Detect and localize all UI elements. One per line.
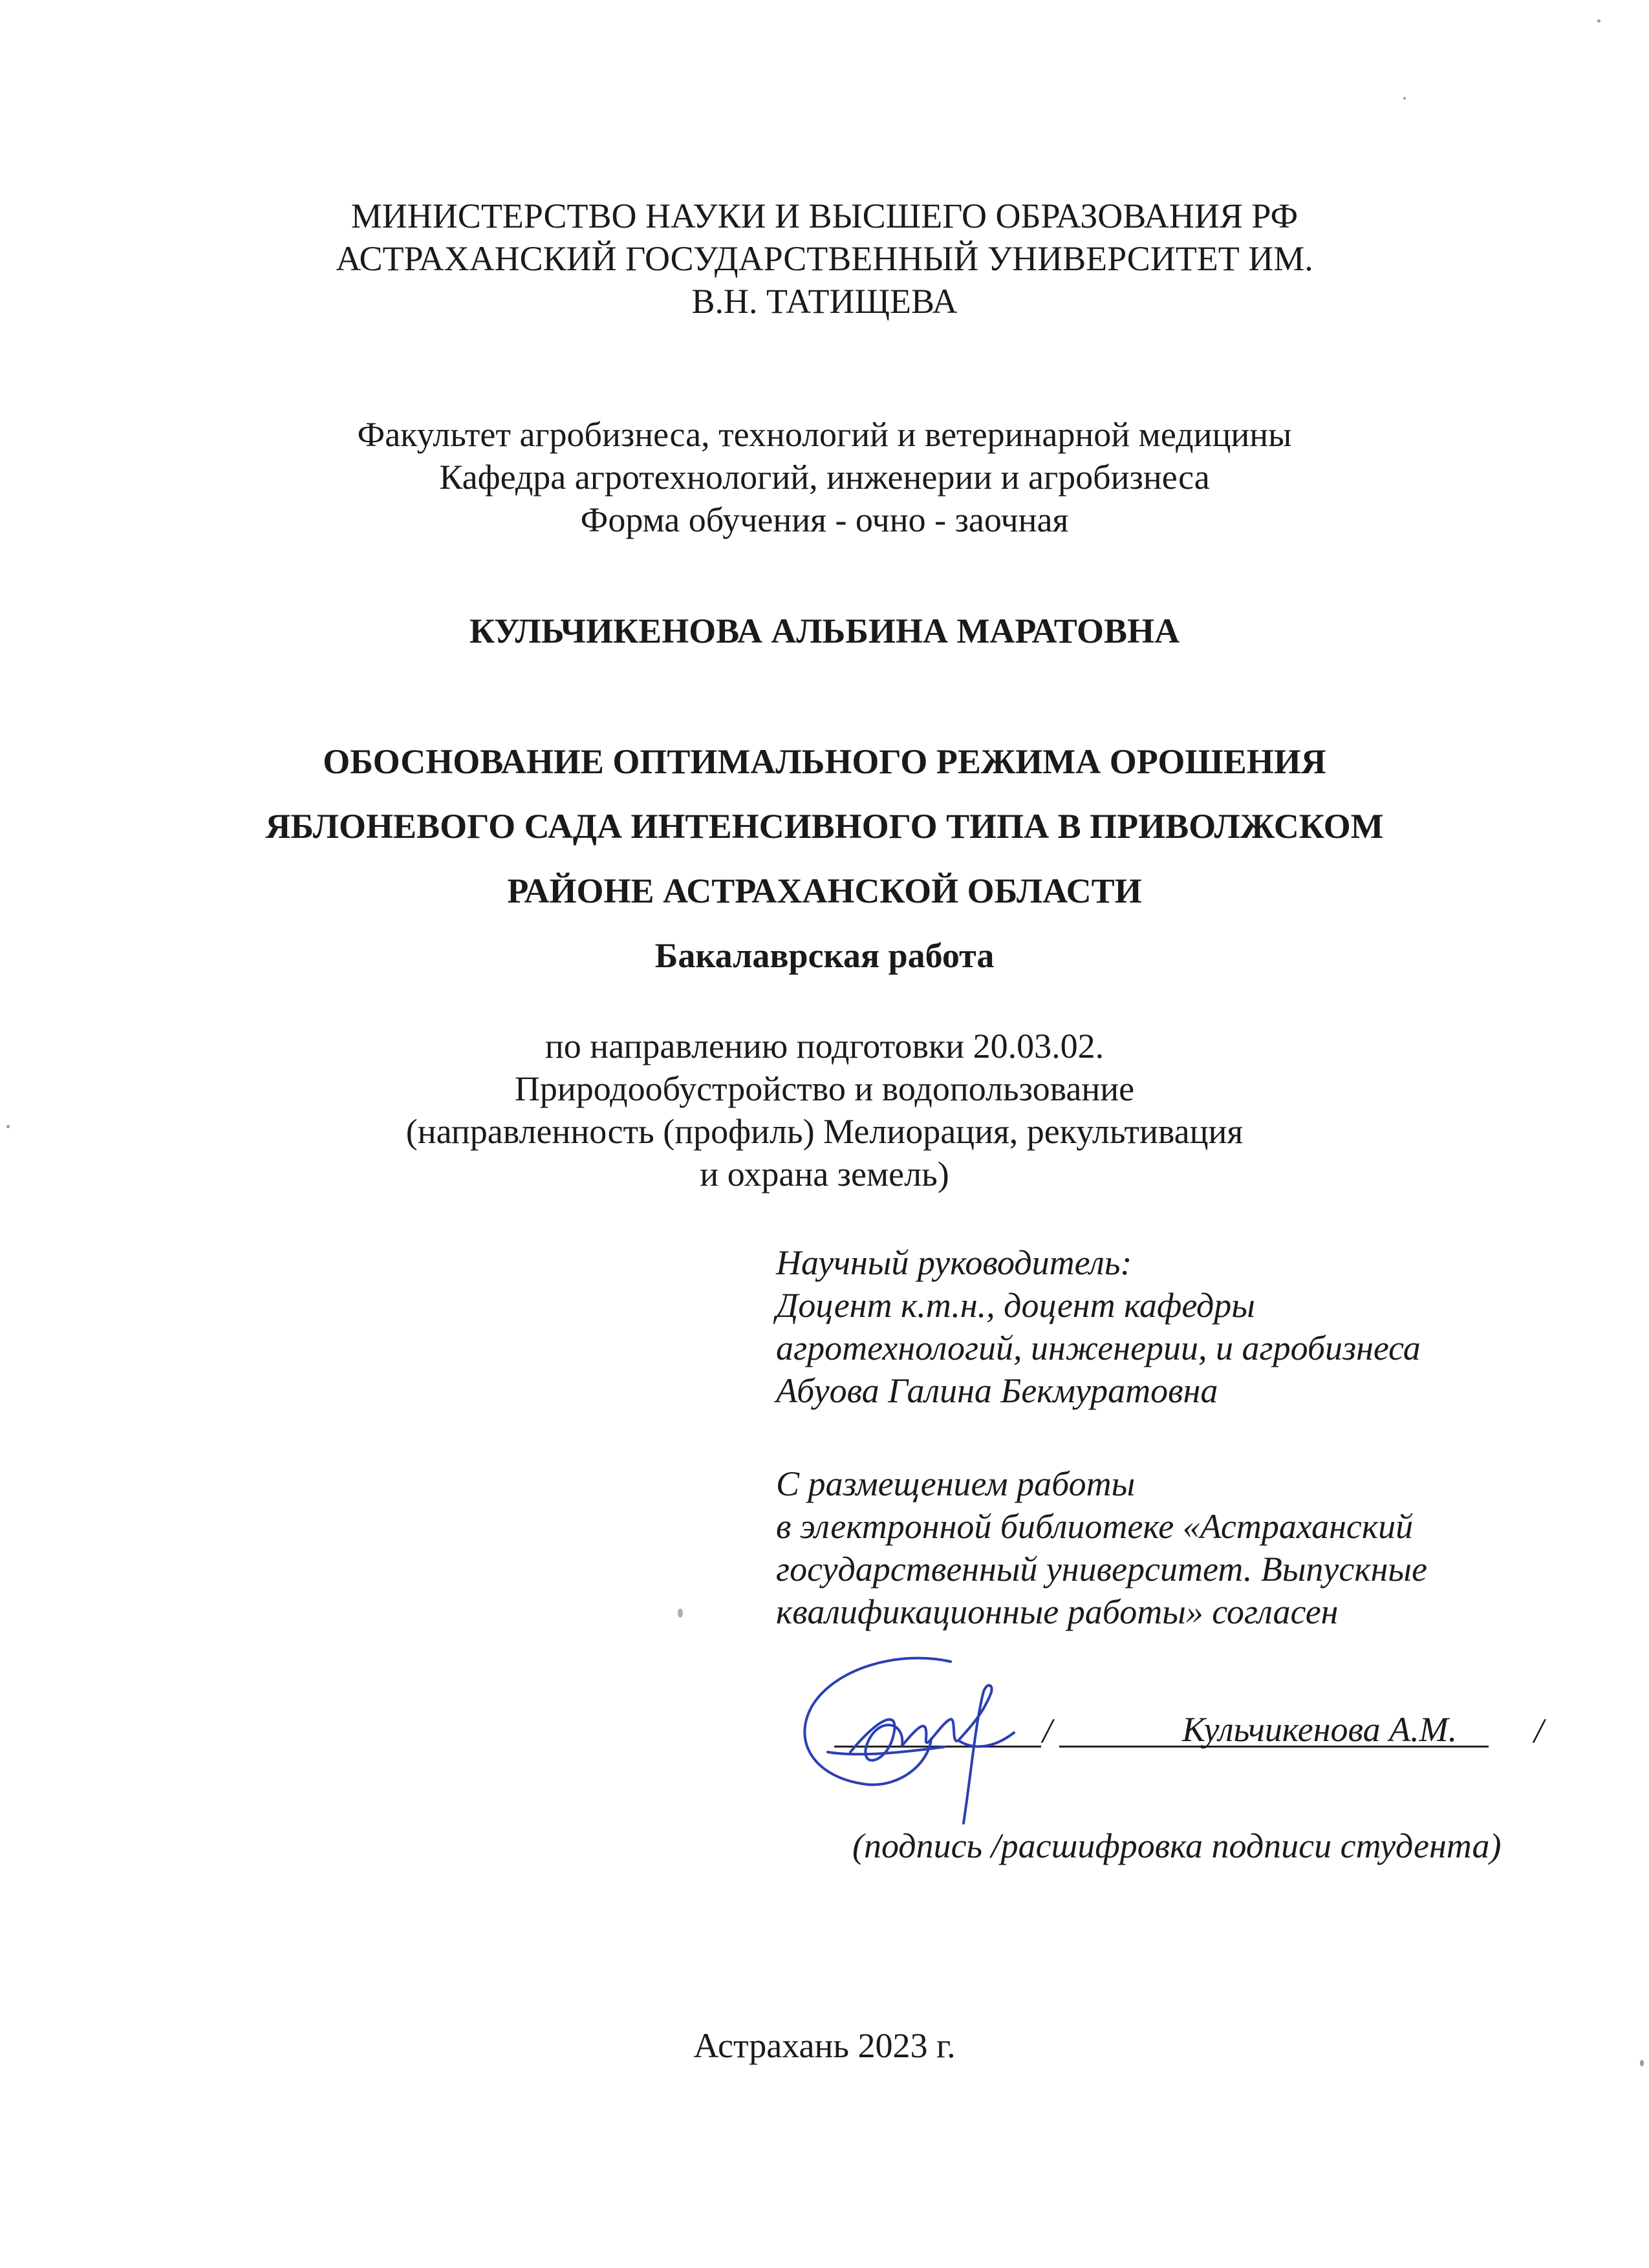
signature-separator-slash: / <box>1042 1711 1053 1750</box>
consent-line1: С размещением работы <box>776 1464 1136 1503</box>
signature-caption: (подпись /расшифровка подписи студента) <box>852 1826 1502 1865</box>
department-name: Кафедра агротехнологий, инженерии и агробизнеса <box>439 458 1210 497</box>
student-name-signature: Кульчикенова А.М. <box>1182 1710 1458 1749</box>
supervisor-position-line2: агротехнологий, инженерии, и агробизнеса <box>776 1329 1421 1367</box>
thesis-title-line2: ЯБЛОНЕВОГО САДА ИНТЕНСИВНОГО ТИПА В ПРИВОЛЖСКОМ <box>265 807 1384 846</box>
supervisor-label: Научный руководитель: <box>776 1243 1132 1282</box>
handwritten-signature <box>789 1655 1061 1849</box>
author-name: КУЛЬЧИКЕНОВА АЛЬБИНА МАРАТОВНА <box>469 612 1180 650</box>
university-title-line1: АСТРАХАНСКИЙ ГОСУДАРСТВЕННЫЙ УНИВЕРСИТЕТ ИМ. <box>336 239 1313 278</box>
thesis-title-line3: РАЙОНЕ АСТРАХАНСКОЙ ОБЛАСТИ <box>507 872 1142 910</box>
supervisor-position-line1: Доцент к.т.н., доцент кафедры <box>776 1286 1255 1325</box>
city-year: Астрахань 2023 г. <box>693 2026 956 2065</box>
thesis-title-line1: ОБОСНОВАНИЕ ОПТИМАЛЬНОГО РЕЖИМА ОРОШЕНИЯ <box>323 742 1326 781</box>
consent-line4: квалификационные работы» согласен <box>776 1592 1339 1631</box>
study-form: Форма обучения - очно - заочная <box>580 500 1069 539</box>
direction-line4: и охрана земель) <box>700 1155 949 1193</box>
thesis-type: Бакалаврская работа <box>654 936 995 975</box>
direction-line1: по направлению подготовки 20.03.02. <box>544 1027 1105 1065</box>
direction-line2: Природообустройство и водопользование <box>514 1069 1135 1108</box>
faculty-name: Факультет агробизнеса, технологий и ветеринарной медицины <box>357 415 1292 454</box>
signature-end-slash: / <box>1534 1711 1544 1750</box>
consent-line3: государственный университет. Выпускные <box>776 1550 1427 1589</box>
university-title-line2: В.Н. ТАТИЩЕВА <box>691 282 958 321</box>
scan-speck <box>1640 2060 1644 2066</box>
scan-speck <box>6 1125 10 1128</box>
consent-line2: в электронной библиотеке «Астраханский <box>776 1507 1414 1546</box>
supervisor-name: Абуова Галина Бекмуратовна <box>776 1371 1218 1410</box>
scan-speck <box>678 1609 683 1618</box>
scan-speck <box>1403 97 1406 100</box>
scan-speck <box>1597 19 1600 23</box>
ministry-title: МИНИСТЕРСТВО НАУКИ И ВЫСШЕГО ОБРАЗОВАНИЯ РФ <box>350 197 1299 235</box>
direction-line3: (направленность (профиль) Мелиорация, рекультивация <box>405 1112 1244 1151</box>
